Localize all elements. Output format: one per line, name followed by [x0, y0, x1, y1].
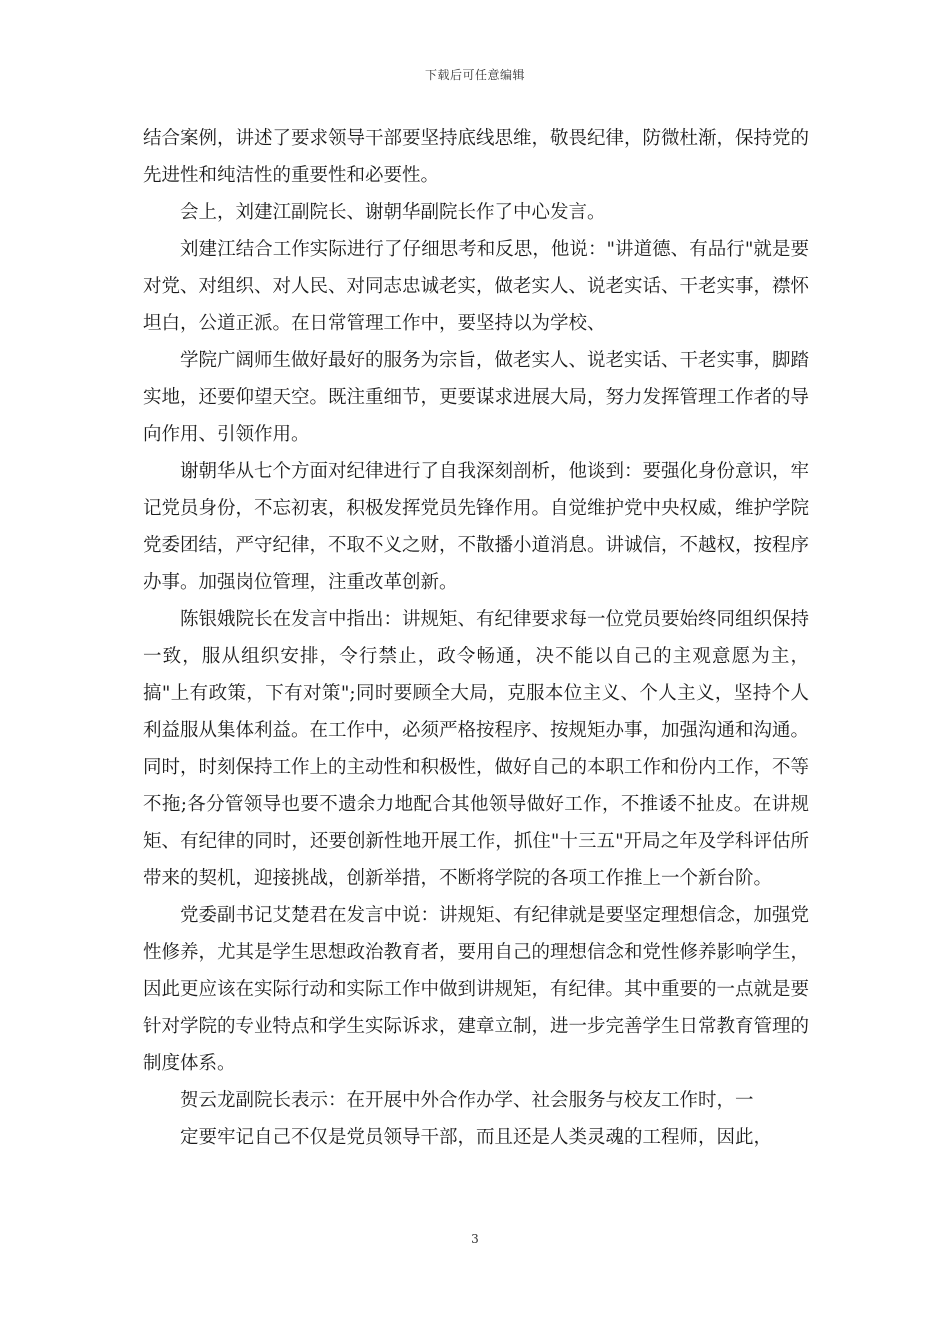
- paragraph: 陈银娥院长在发言中指出：讲规矩、有纪律要求每一位党员要始终同组织保持一致，服从组织安排，令行禁止，政令畅通，决不能以自己的主观意愿为主，搞"上有政策，下有对策";同时要顾全大局，克服本位主义、个人主义，坚持个人利益服从集体利益。在工作中，必须严格按程序、按规矩办事，加强沟通和沟通。同时，时刻保持工作上的主动性和积极性，做好自己的本职工作和份内工作，不等不拖;各分管领导也要不遗余力地配合其他领导做好工作，不推诿不扯皮。在讲规矩、有纪律的同时，还要创新性地开展工作，抓住"十三五"开局之年及学科评估所带来的契机，迎接挑战，创新举措，不断将学院的各项工作推上一个新台阶。: [143, 609, 810, 889]
- paragraph: 定要牢记自己不仅是党员领导干部，而且还是人类灵魂的工程师，因此，: [180, 1127, 773, 1148]
- paragraph: 党委副书记艾楚君在发言中说：讲规矩、有纪律就是要坚定理想信念，加强党性修养，尤其是学生思想政治教育者，要用自己的理想信念和党性修养影响学生，因此更应该在实际行动和实际工作中做到讲规矩，有纪律。其中重要的一点就是要针对学院的专业特点和学生实际诉求，建章立制，进一步完善学生日常教育管理的制度体系。: [143, 905, 810, 1074]
- document-body: [143, 120, 809, 1156]
- paragraph: 贺云龙副院长表示：在开展中外合作办学、社会服务与校友工作时，一: [180, 1090, 754, 1111]
- paragraph: 刘建江结合工作实际进行了仔细思考和反思，他说："讲道德、有品行"就是要对党、对组织、对人民、对同志忠诚老实，做老实人、说老实话、干老实事，襟怀坦白，公道正派。在日常管理工作中，要坚持以为学校、: [143, 239, 810, 334]
- paragraph: 学院广阔师生做好最好的服务为宗旨，做老实人、说老实话、干老实事，脚踏实地，还要仰望天空。既注重细节，更要谋求进展大局，努力发挥管理工作者的导向作用、引领作用。: [143, 350, 810, 445]
- page-header: 下载后可任意编辑: [424, 68, 525, 82]
- paragraph: 会上，刘建江副院长、谢朝华副院长作了中心发言。: [180, 202, 606, 223]
- paragraph: 结合案例，讲述了要求领导干部要坚持底线思维，敬畏纪律，防微杜渐，保持党的先进性和纯洁性的重要性和必要性。: [143, 128, 810, 186]
- paragraph: 谢朝华从七个方面对纪律进行了自我深刻剖析，他谈到：要强化身份意识，牢记党员身份，不忘初衷，积极发挥党员先锋作用。自觉维护党中央权威，维护学院党委团结，严守纪律，不取不义之财，不散播小道消息。讲诚信，不越权，按程序办事。加强岗位管理，注重改革创新。: [143, 461, 810, 593]
- page-number: 3: [471, 1232, 479, 1246]
